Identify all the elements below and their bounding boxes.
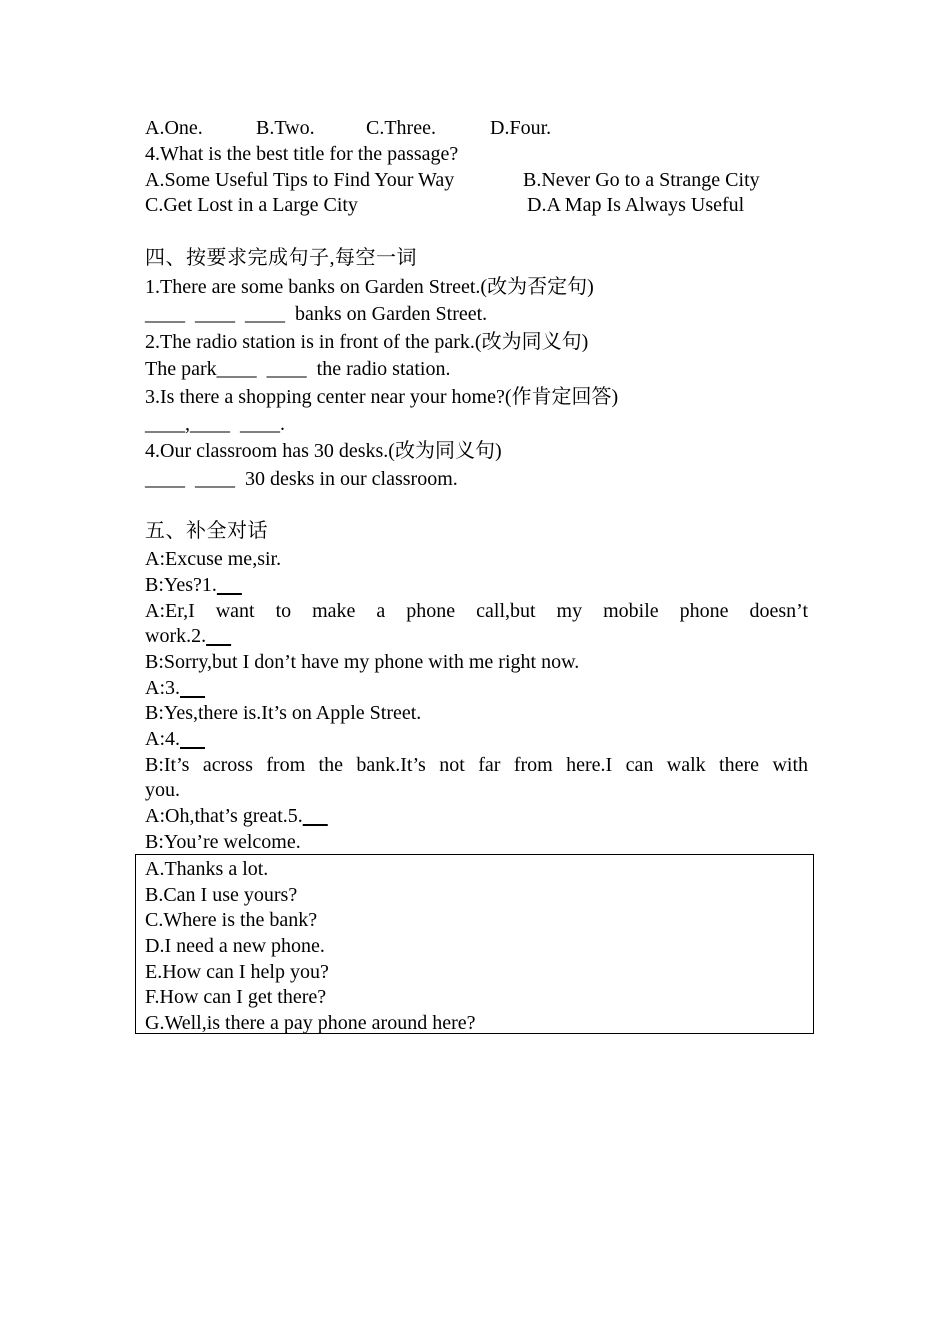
dialog-line-4: B:Sorry,but I don’t have my phone with me right now. xyxy=(145,651,580,673)
q4-option-b: B.Never Go to a Strange City xyxy=(523,169,760,191)
q4-option-a: A.Some Useful Tips to Find Your Way xyxy=(145,169,455,191)
s4-a4: ____ ____ 30 desks in our classroom. xyxy=(145,468,458,490)
option-c: C.Where is the bank? xyxy=(145,909,318,931)
dialog-line-9 xyxy=(145,804,328,830)
dialog-text: A:4. xyxy=(145,728,180,750)
q3-option-b: B.Two. xyxy=(256,117,315,139)
dialog-text: work.2. xyxy=(145,625,207,647)
q3-option-d: D.Four. xyxy=(490,117,552,139)
section5-heading: 五、补全对话 xyxy=(145,520,268,542)
q4-question: 4.What is the best title for the passage? xyxy=(145,143,459,165)
options-box xyxy=(135,854,814,1034)
option-d: D.I need a new phone. xyxy=(145,935,325,957)
answer-blank-5 xyxy=(303,805,328,827)
dialog-line-3a: A:Er,I want to make a phone call,but my mobile phone doesn’t xyxy=(145,600,808,622)
s4-a1: ____ ____ ____ banks on Garden Street. xyxy=(145,303,488,325)
s4-q2: 2.The radio station is in front of the park.(改为同义句) xyxy=(145,331,589,353)
option-e: E.How can I help you? xyxy=(145,961,329,983)
dialog-line-5 xyxy=(145,676,205,702)
dialog-line-8b: you. xyxy=(145,779,180,801)
dialog-line-6: B:Yes,there is.It’s on Apple Street. xyxy=(145,702,422,724)
dialog-line-3b xyxy=(145,624,231,650)
q3-option-c: C.Three. xyxy=(366,117,436,139)
option-b: B.Can I use yours? xyxy=(145,884,298,906)
dialog-text: A:Oh,that’s great.5. xyxy=(145,805,303,827)
dialog-line-7 xyxy=(145,727,205,753)
dialog-line-2 xyxy=(145,573,242,599)
section4-heading: 四、按要求完成句子,每空一词 xyxy=(145,247,417,269)
q4-option-c: C.Get Lost in a Large City xyxy=(145,194,358,216)
option-g: G.Well,is there a pay phone around here? xyxy=(145,1012,476,1034)
option-f: F.How can I get there? xyxy=(145,986,327,1008)
dialog-line-10: B:You’re welcome. xyxy=(145,831,301,853)
s4-q4: 4.Our classroom has 30 desks.(改为同义句) xyxy=(145,440,502,462)
q3-option-a: A.One. xyxy=(145,117,203,139)
dialog-line-1: A:Excuse me,sir. xyxy=(145,548,282,570)
dialog-text: B:Yes?1. xyxy=(145,574,217,596)
q4-options-row1 xyxy=(145,168,760,194)
answer-blank-1 xyxy=(217,574,242,596)
answer-blank-3 xyxy=(180,677,205,699)
q4-options-row2 xyxy=(145,193,744,219)
s4-q1: 1.There are some banks on Garden Street.(改为否定句) xyxy=(145,276,594,298)
answer-blank-4 xyxy=(180,728,205,750)
option-a: A.Thanks a lot. xyxy=(145,858,269,880)
s4-q3: 3.Is there a shopping center near your home?(作肯定回答) xyxy=(145,386,619,408)
answer-blank-2 xyxy=(206,625,231,647)
s4-a2: The park____ ____ the radio station. xyxy=(145,358,451,380)
s4-a3: ____,____ ____. xyxy=(145,413,285,435)
q3-options xyxy=(145,116,551,142)
dialog-line-8a: B:It’s across from the bank.It’s not far from here.I can walk there with xyxy=(145,754,808,776)
q4-option-d: D.A Map Is Always Useful xyxy=(527,194,745,216)
dialog-text: A:3. xyxy=(145,677,180,699)
